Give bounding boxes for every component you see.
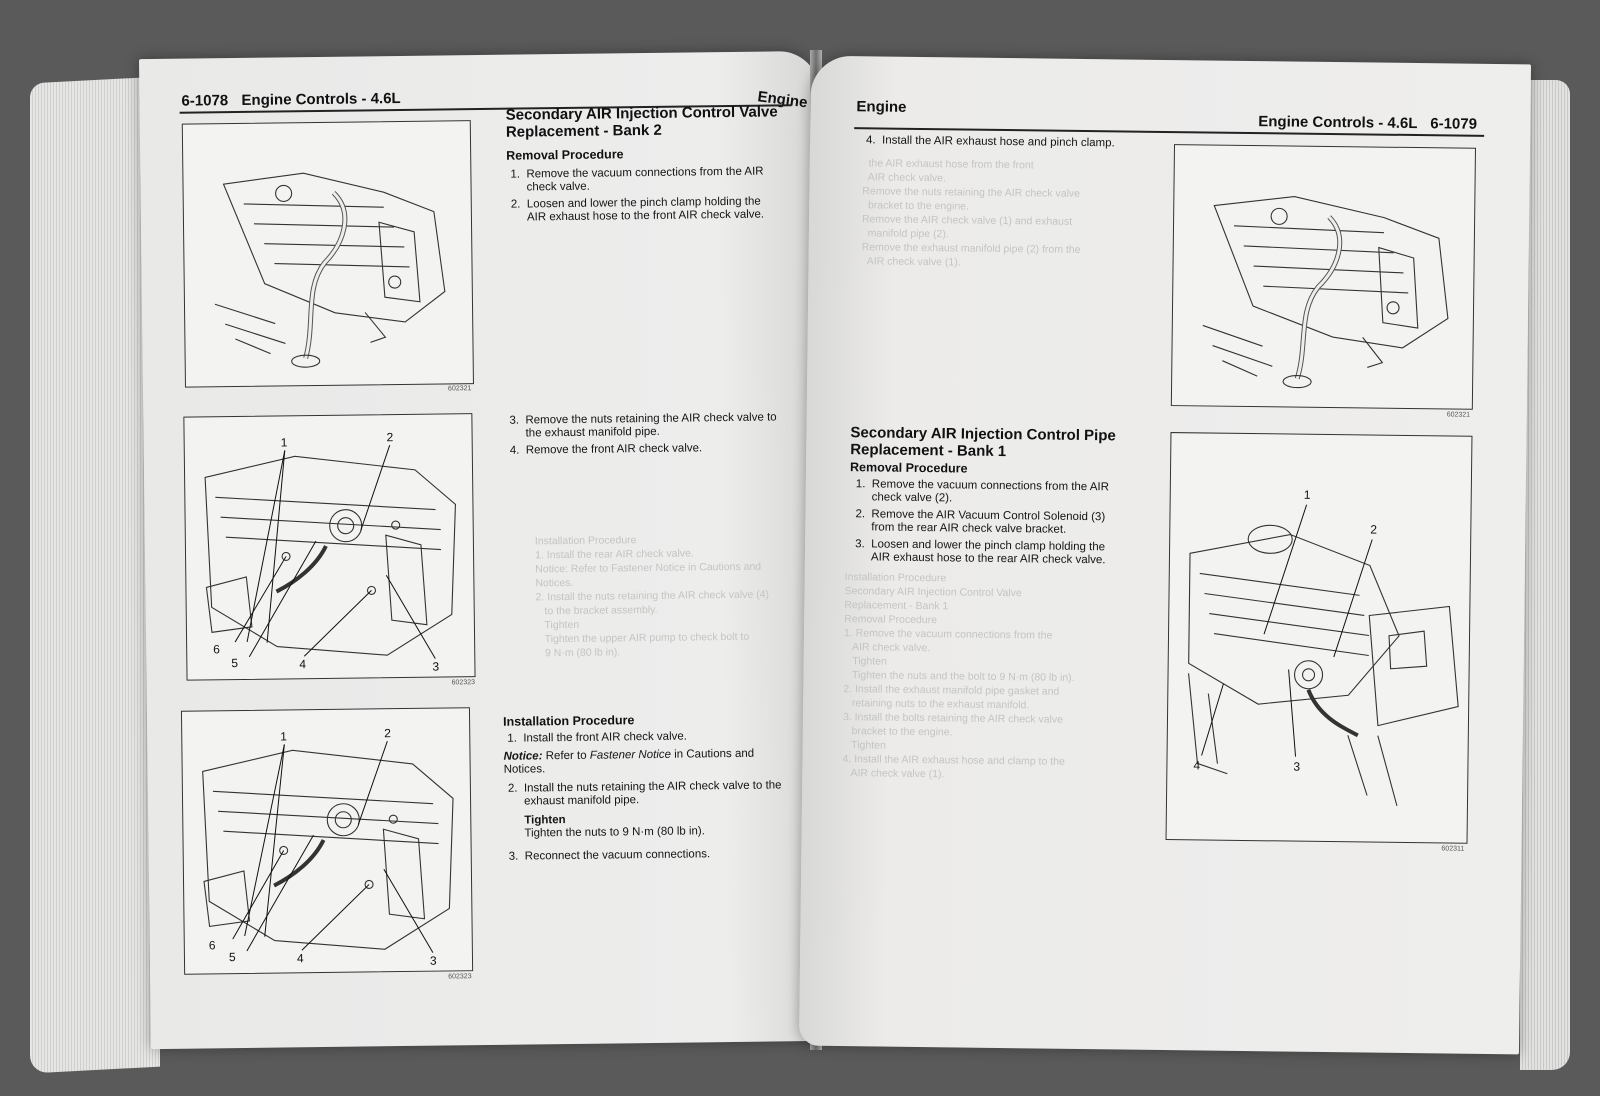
callout-3: 3 [432,659,440,674]
step-number: 4. [865,134,876,147]
left-section-title: Engine Controls - 4.6L [241,89,401,109]
bleed-through-text: the AIR exhaust hose from the front AIR check valve. Remove the nuts retaining the AIR check valve bracket to the engine. Remove the AIR check valve (1) and exhaust manifold pipe (2). Remove the exhaust manifold pipe (2) from the AIR check valve (1). [858,157,1081,269]
left-removal-title: Removal Procedure [506,147,624,163]
left-install-step-3 [509,847,789,867]
callout-4: 4 [299,657,307,672]
list-item [856,478,1126,507]
check-valve-install-illustration [182,708,472,973]
list-item [508,779,788,808]
step-text: Remove the AIR Vacuum Control Solenoid (3) from the rear AIR check valve bracket. [871,508,1106,536]
list-item [855,538,1125,567]
left-corner-tab: Engine [756,88,809,112]
callout-1: 1 [1303,487,1311,502]
right-removal-title: Removal Procedure [849,460,968,476]
callout-6: 6 [208,938,216,953]
left-install-step-1 [507,729,797,750]
step-number: 1. [855,478,866,491]
step-number: 2. [855,508,866,521]
figure-engine-hose-view [182,120,474,388]
step-text: Reconnect the vacuum connections. [524,848,711,863]
check-valve-illustration [184,414,474,679]
step-number: 1. [510,168,521,181]
callout-6: 6 [213,642,220,657]
left-install-step-2 [508,779,788,812]
callout-3: 3 [1293,759,1301,774]
callout-3: 3 [429,953,437,968]
list-item [511,195,781,224]
left-heading-line-1: Secondary AIR Injection Control Valve [505,103,778,124]
step-number: 1. [507,732,517,745]
bleed-through-text: Installation Procedure Secondary AIR Injection Control Valve Replacement - Bank 1 Removal Procedure 1. Remove the vacuum connections from the AIR check valve. Tighten Tighten the nuts and the bolt to 9 N·m (80 lb in). 2. Install the exhaust manifold pipe gasket and retaining nuts to the exhaust manifold. 3. Install the bolts retaining the AIR check valve bracket to the engine. Tighten 4. Install the AIR exhaust hose and clamp to the AIR check valve (1). [842,571,1075,781]
step-text: Remove the vacuum connections from the AIR check valve. [526,165,764,194]
list-item [509,847,789,863]
figure-check-valve-install [181,707,473,975]
bleed-through-text: Installation Procedure 1. Install the rear AIR check valve. Notice: Refer to Fastener Notice in Cautions and Notices. 2. Install the nuts retaining the AIR check valve (4) to the bracket assembly. Tighten Tighten the upper AIR pump to check bolt to 9 N·m (80 lb in). [534,534,770,660]
right-page [799,56,1531,1055]
left-removal-steps-b [509,411,790,461]
control-pipe-illustration [1167,433,1472,843]
figure-1-number: 602321 [447,385,472,393]
right-heading-line-1: Secondary AIR Injection Control Pipe [850,424,1116,445]
figure-3-number: 602323 [448,973,472,981]
callout-2: 2 [384,726,392,741]
figure-engine-hose-view [1171,144,1476,410]
list-item [510,165,780,194]
step-text: Remove the front AIR check valve. [525,442,703,457]
right-page-number: 6-1079 [1430,115,1478,133]
step-number: 2. [507,782,518,795]
step-text: Loosen and lower the pinch clamp holding the AIR exhaust hose to the rear AIR check valve. [870,538,1106,567]
list-item [507,729,797,746]
step-text: Remove the nuts retaining the AIR check valve to the exhaust manifold pipe. [525,411,777,440]
right-procedure-heading [850,424,1116,461]
callout-1: 1 [280,729,288,744]
engine-hose-illustration [183,121,473,386]
list-item [855,508,1125,537]
notice-reference: Fastener Notice [589,748,672,762]
notice-text-end: in Cautions and Notices. [503,747,755,776]
figure-control-pipe-callouts [1166,432,1473,844]
left-removal-steps-a [510,165,781,228]
step-number: 3. [508,850,519,863]
step-text: Install the AIR exhaust hose and pinch clamp. [881,134,1115,150]
callout-1: 1 [280,435,288,450]
notice-label: Notice: [503,750,543,763]
right-section-title: Engine Controls - 4.6L [1258,113,1418,133]
list-item [510,441,790,457]
left-heading-line-2: Replacement - Bank 2 [505,121,662,141]
step-number: 2. [510,198,521,211]
tighten-text: Tighten the nuts to 9 N·m (80 lb in). [524,825,705,840]
step-text: Remove the vacuum connections from the AIR check valve (2). [871,478,1110,505]
step-number: 4. [509,444,520,457]
right-figure-2-number: 602311 [1441,845,1465,853]
step-text: Install the front AIR check valve. [523,730,688,745]
callout-4: 4 [1193,758,1201,773]
step-text: Install the nuts retaining the AIR check valve to the exhaust manifold pipe. [523,779,782,808]
tighten-label: Tighten [524,814,566,827]
left-procedure-heading [506,103,778,140]
callout-5: 5 [231,656,239,671]
figure-check-valve-callouts [183,413,475,681]
callout-4: 4 [296,951,304,966]
right-section-tab: Engine [856,98,907,116]
step-number: 3. [509,414,520,427]
right-removal-steps [855,478,1126,571]
tighten-spec [524,811,794,840]
right-figure-1-number: 602321 [1446,411,1471,419]
step-text: Loosen and lower the pinch clamp holding the AIR exhaust hose to the front AIR check valve. [526,195,765,224]
left-installation-title: Installation Procedure [503,713,635,729]
callout-2: 2 [386,430,394,445]
left-page-number: 6-1078 [181,92,229,110]
step-number: 3. [855,538,865,551]
right-heading-line-2: Replacement - Bank 1 [850,441,1007,461]
right-top-step [866,134,1186,155]
fastener-notice [503,747,793,777]
notice-text: Refer to [542,749,590,763]
callout-2: 2 [1370,522,1378,537]
list-item [509,411,789,440]
callout-5: 5 [228,950,236,965]
figure-2-number: 602323 [451,679,476,687]
engine-hose-illustration [1172,145,1475,409]
list-item [866,134,1186,151]
left-page [139,51,831,1049]
